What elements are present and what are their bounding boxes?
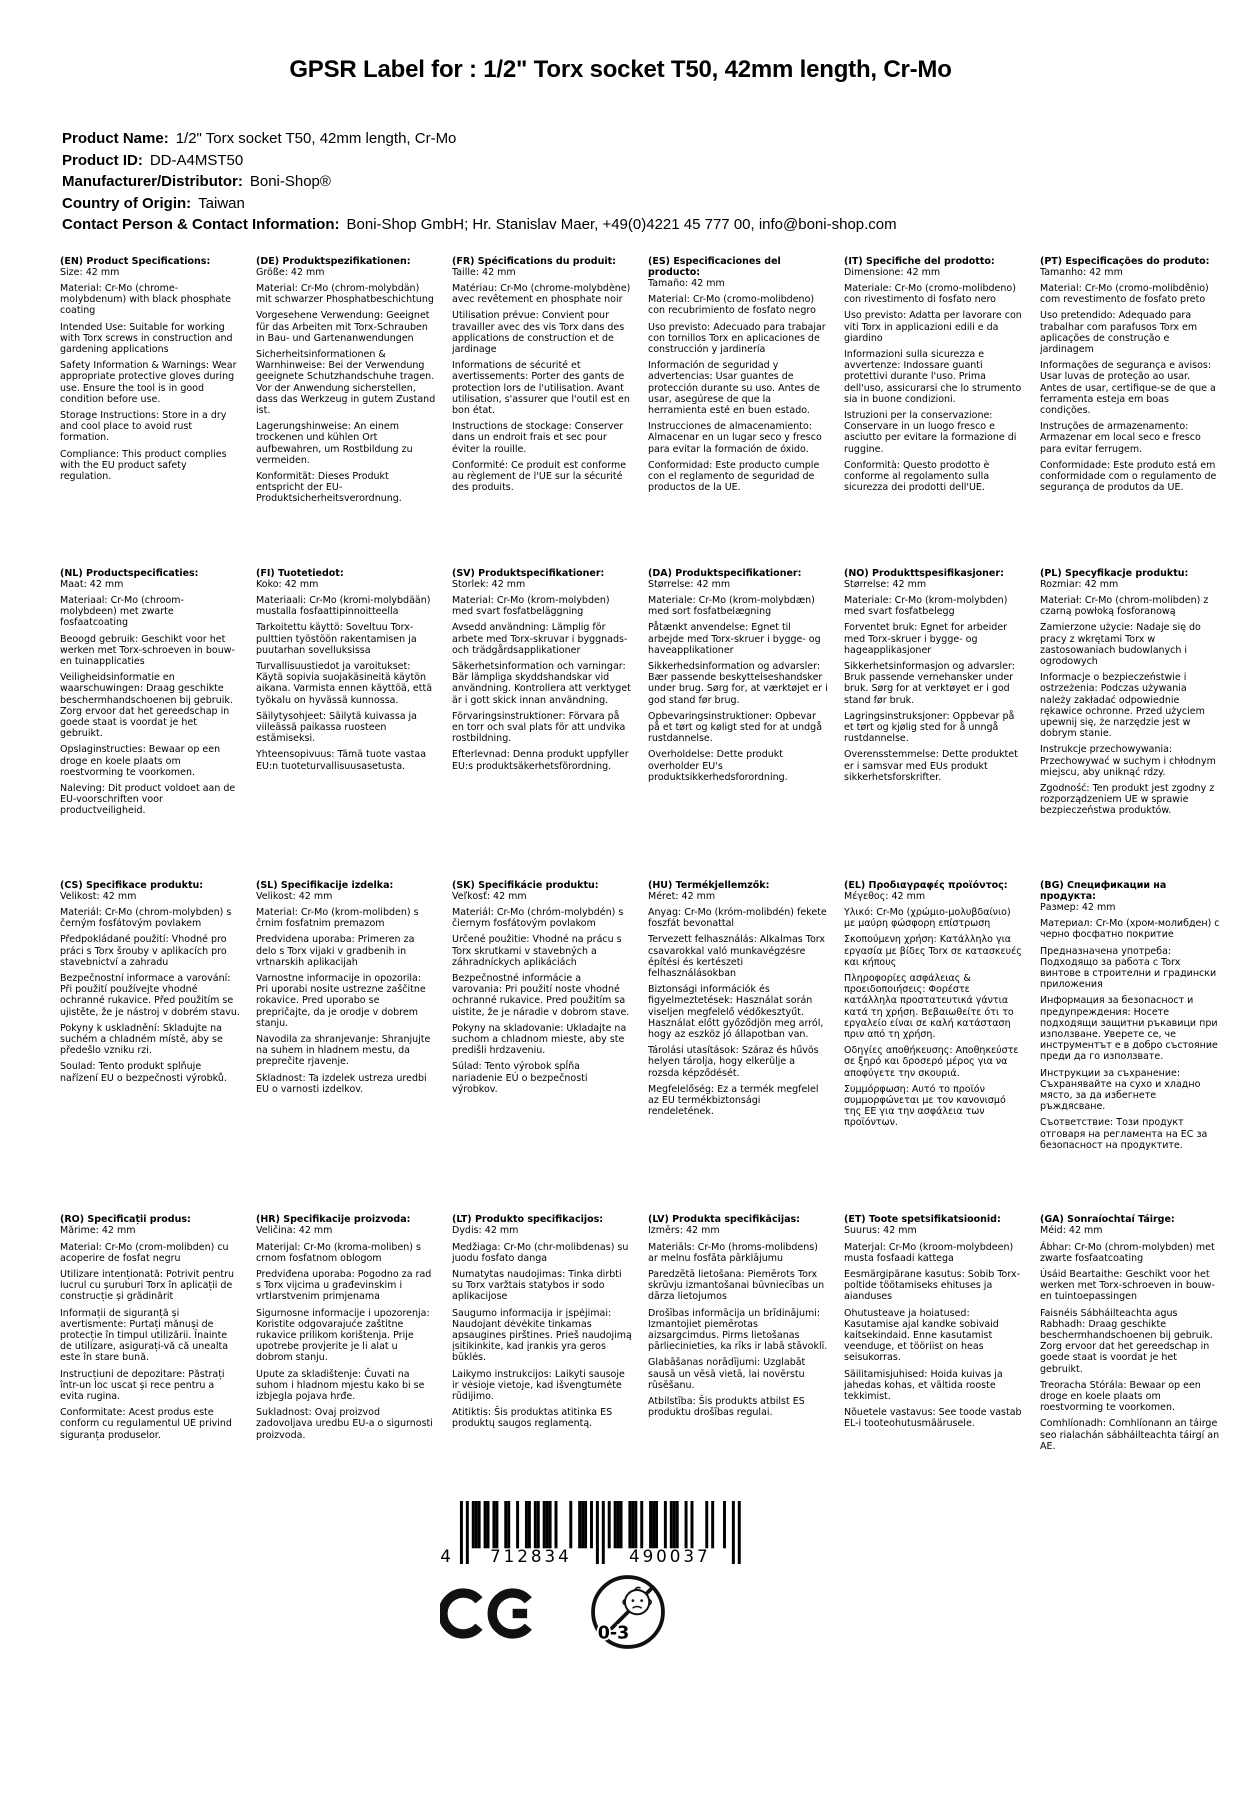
spec-paragraph: Sukladnost: Ovaj proizvod zadovoljava uredbu EU-a o sigurnosti proizvoda. [256, 1407, 433, 1441]
spec-paragraph: Materiāls: Cr-Mo (hroms-molibdens) ar melnu fosfāta pārklājumu [648, 1241, 818, 1264]
language-spec-block-lv [648, 1214, 828, 1457]
spec-paragraph: Eesmärgipärane kasutus: Sobib Torx-poltide töötamiseks ehituses ja aianduses [844, 1268, 1021, 1303]
spec-paragraph: Tervezett felhasználás: Alkalmas Torx csavarokkal való munkavégzésre építési és kertészeti felhasználásokban [648, 934, 826, 980]
spec-paragraph: Informazioni sulla sicurezza e avvertenze: Indossare guanti protettivi durante l'uso. Prima dell'uso, assicurarsi che lo strumento sia in buone condizioni. [844, 348, 1022, 405]
spec-paragraph: Ábhar: Cr-Mo (chrom-molybden) met zwarte fosfaatcoating [1040, 1241, 1215, 1264]
language-spec-heading: (ET) Toote spetsifikatsioonid: [844, 1214, 1001, 1226]
language-spec-block-es [648, 256, 828, 510]
product-info-label: Country of Origin: [62, 194, 192, 212]
language-spec-heading: (EL) Προδιαγραφές προϊόντος: [844, 879, 1008, 891]
spec-paragraph: Materijal: Cr-Mo (kroma-moliben) s crnom fosfatnom oblogom [256, 1241, 421, 1264]
barcode-right-digits: 490037 [628, 1546, 711, 1567]
spec-paragraph: Materiał: Cr-Mo (chrom-molibden) z czarną powłoką fosforanową [1040, 594, 1209, 618]
spec-paragraph: Varnostne informacije in opozorila: Pri uporabi nosite ustrezne zaščitne rokavice. Pred uporabo se prepričajte, da je orodje v dobrem stanju. [256, 973, 426, 1029]
language-spec-heading: (RO) Specificații produs: [60, 1214, 191, 1226]
spec-paragraph: Sikkerhedsinformation og advarsler: Bær passende beskyttelseshandsker under brug. Sørg for, at værktøjet er i god stand før brug. [648, 660, 828, 706]
spec-paragraph: Dimensione: 42 mm [844, 266, 941, 278]
language-spec-block-pl [1040, 568, 1220, 822]
spec-paragraph: Conformidade: Este produto está em conformidade com o regulamento de segurança de produtos da UE. [1040, 459, 1217, 494]
spec-paragraph: Tamaño: 42 mm [648, 277, 725, 289]
product-info-row [62, 171, 1201, 193]
spec-paragraph: Overensstemmelse: Dette produktet er i samsvar med EUs produkt sikkerhetsforskrifter. [844, 749, 1018, 783]
spec-paragraph: Velikost: 42 mm [256, 890, 333, 902]
language-spec-heading: (CS) Specifikace produktu: [60, 879, 204, 891]
spec-paragraph: Treoracha Stórála: Bewaar op een droge en koele plaats om roestvorming te voorkomen. [1040, 1379, 1201, 1414]
language-spec-heading: (IT) Specifiche del prodotto: [844, 255, 995, 267]
language-spec-heading: (DA) Produktspecifikationer: [648, 567, 802, 579]
spec-paragraph: Μέγεθος: 42 mm [844, 890, 926, 902]
spec-paragraph: Materiale: Cr-Mo (krom-molybden) med svart fosfatbelegg [844, 594, 1008, 618]
language-spec-block-bg [1040, 880, 1220, 1156]
language-spec-heading: (HR) Specifikacije proizvoda: [256, 1214, 411, 1226]
spec-paragraph: Overholdelse: Dette produkt overholder EU's produktsikkerhedsforordning. [648, 749, 788, 783]
language-spec-block-da [648, 568, 828, 822]
spec-paragraph: Ohutusteave ja hoiatused: Kasutamise ajal kandke sobivaid kaitsekindaid. Enne kasutamist veenduge, et tööriist on heas seisukorras. [844, 1307, 999, 1364]
spec-paragraph: Avsedd användning: Lämplig för arbete med Torx-skruvar i byggnads- och trädgårdsapplikationer [452, 622, 628, 656]
spec-paragraph: Conformidad: Este producto cumple con el reglamento de seguridad de productos de la UE. [648, 459, 820, 494]
product-info-value: Boni-Shop® [249, 173, 331, 190]
language-spec-heading: (NO) Produkttspesifikasjoner: [844, 567, 1004, 579]
spec-paragraph: Drošības informācija un brīdinājumi: Izmantojiet piemērotas aizsargcimdus. Pirms lietošanas pārliecinieties, ka rīks ir labā stāvoklī. [648, 1307, 828, 1353]
language-spec-heading: (PT) Especificações do produto: [1040, 255, 1210, 267]
spec-paragraph: Comhlíonadh: Comhlíonann an táirge seo rialachán sábháilteachta táirgí an AE. [1040, 1418, 1220, 1452]
spec-paragraph: Información de seguridad y advertencias: Usar guantes de protección durante su uso. Antes de usar, asegúrese de que la herramienta esté en buen estado. [648, 360, 821, 416]
spec-paragraph: Størrelse: 42 mm [648, 578, 731, 590]
spec-paragraph: Skladnost: Ta izdelek ustreza uredbi EU o varnosti izdelkov. [256, 1072, 427, 1095]
spec-paragraph: Instrukcje przechowywania: Przechowywać w suchym i chłodnym miejscu, aby uniknąć rdzy. [1040, 744, 1216, 778]
spec-paragraph: Instructions de stockage: Conserver dans un endroit frais et sec pour éviter la rouille. [452, 421, 624, 455]
spec-paragraph: Storlek: 42 mm [452, 578, 526, 590]
spec-paragraph: Istruzioni per la conservazione: Conservare in un luogo fresco e asciutto per evitare la formazione di ruggine. [844, 409, 1017, 455]
spec-paragraph: Sikkerhetsinformasjon og advarsler: Bruk passende vernehansker under bruk. Sørg for at verktøyet er i god stand før bruk. [844, 660, 1015, 706]
barcode-left-digits: 712834 [490, 1546, 572, 1567]
spec-paragraph: Atbilstība: Šis produkts atbilst ES produktu drošības regulai. [648, 1395, 805, 1419]
spec-paragraph: Méid: 42 mm [1040, 1225, 1103, 1237]
bottom-marks-section [436, 1501, 776, 1650]
spec-paragraph: Materiaal: Cr-Mo (chroom-molybdeen) met zwarte fosfaatcoating [60, 594, 184, 629]
language-spec-heading: (NL) Productspecificaties: [60, 567, 199, 579]
product-info-label: Manufacturer/Distributor: [62, 173, 243, 190]
product-info-value: Boni-Shop GmbH; Hr. Stanislav Maer, +49(0)4221 45 777 00, info@boni-shop.com [346, 216, 897, 233]
spec-paragraph: Informations de sécurité et avertissements: Porter des gants de protection lors de l'utilisation. Avant utilisation, s'assurer que l'outil est en bon état. [452, 360, 630, 416]
spec-paragraph: Veličina: 42 mm [256, 1225, 333, 1237]
spec-paragraph: Materiale: Cr-Mo (cromo-molibdeno) con rivestimento di fosfato nero [844, 282, 1016, 306]
spec-paragraph: Glabāšanas norādījumi: Uzglabāt sausā un vēsā vietā, lai novērstu rūsēšanu. [648, 1357, 806, 1391]
spec-paragraph: Material: Cr-Mo (cromo-molibdênio) com revestimento de fosfato preto [1040, 282, 1209, 306]
product-info-row [62, 128, 1201, 150]
page-title: GPSR Label for : 1/2" Torx socket T50, 42mm length, Cr-Mo [289, 56, 952, 83]
spec-paragraph: Materiál: Cr-Mo (chrom-molybden) s černým fosfátovým povlakem [60, 907, 232, 930]
language-spec-heading: (EN) Product Specifications: [60, 255, 211, 267]
spec-paragraph: Mărime: 42 mm [60, 1225, 136, 1237]
language-spec-heading: (ES) Especificaciones del producto: [648, 255, 781, 278]
spec-paragraph: Συμμόρφωση: Αυτό το προϊόν συμμορφώνεται με τον κανονισμό της ΕΕ για την ασφάλεια των προϊόντων. [844, 1083, 1006, 1129]
ce-mark-icon [440, 1588, 536, 1639]
language-spec-block-sl [256, 880, 436, 1156]
spec-paragraph: Conformità: Questo prodotto è conforme al regolamento sulla sicurezza dei prodotti dell'UE. [844, 459, 990, 494]
product-info-value: 1/2" Torx socket T50, 42mm length, Cr-Mo [175, 130, 457, 147]
spec-paragraph: Compliance: This product complies with the EU product safety regulation. [60, 448, 227, 482]
spec-paragraph: Säilytysohjeet: Säilytä kuivassa ja viileässä paikassa ruosteen estämiseksi. [256, 710, 417, 745]
spec-paragraph: Forventet bruk: Egnet for arbeider med Torx-skruer i bygge- og hageapplikasjoner [844, 622, 1008, 656]
product-info-value: DD-A4MST50 [149, 151, 244, 169]
spec-paragraph: Paredzētā lietošana: Piemērots Torx skrūvju izmantošanai būvniecības un dārza lietojumos [648, 1268, 825, 1303]
spec-paragraph: Materiale: Cr-Mo (krom-molybdæn) med sort fosfatbelægning [648, 594, 815, 618]
spec-paragraph: Opslaginstructies: Bewaar op een droge en koele plaats om roestvorming te voorkomen. [60, 744, 221, 778]
spec-paragraph: Material: Cr-Mo (cromo-molibdeno) con recubrimiento de fosfato negro [648, 294, 816, 317]
language-spec-block-it [844, 256, 1024, 510]
spec-paragraph: Sigurnosne informacije i upozorenja: Koristite odgovarajuće zaštitne rukavice prilikom korištenja. Prije upotrebe provjerite je li alat u dobrom stanju. [256, 1307, 430, 1364]
spec-paragraph: Utilizare intenționată: Potrivit pentru lucrul cu șuruburi Torx în aplicații de construcție și grădinărit [60, 1268, 235, 1303]
spec-paragraph: Материал: Cr-Mo (хром-молибден) с черно фосфатно покритие [1040, 918, 1220, 941]
age-warning-0-3-icon [590, 1574, 666, 1650]
spec-paragraph: Material: Cr-Mo (crom-molibden) cu acoperire de fosfat negru [60, 1241, 229, 1264]
age-warning-label: 0-3 [597, 1623, 630, 1644]
language-spec-block-cs [60, 880, 240, 1156]
spec-paragraph: Informații de siguranță și avertismente: Purtați mănuși de protecție în timpul utilizării. Înainte de utilizare, asigurați-vă că unealta este în stare bună. [60, 1307, 229, 1364]
conformity-marks-row [440, 1574, 776, 1650]
spec-paragraph: Material: Cr-Mo (krom-molibden) s črnim fosfatnim premazom [256, 907, 419, 930]
product-info-row [62, 214, 1201, 236]
spec-paragraph: Vorgesehene Verwendung: Geeignet für das Arbeiten mit Torx-Schrauben in Bau- und Gartenanwendungen [256, 310, 430, 344]
language-spec-heading: (HU) Termékjellemzők: [648, 879, 770, 891]
spec-paragraph: Opbevaringsinstruktioner: Opbevar på et tørt og køligt sted for at undgå rustdannelse. [648, 710, 823, 745]
spec-paragraph: Bezpečnostné informácie a varovania: Pri použití noste vhodné ochranné rukavice. Pred použitím sa uistite, že je náradie v dobrom stave. [452, 973, 630, 1018]
spec-paragraph: Maat: 42 mm [60, 578, 124, 590]
spec-paragraph: Förvaringsinstruktioner: Förvara på en torr och sval plats för att undvika rostbildning. [452, 710, 626, 745]
spec-paragraph: Størrelse: 42 mm [844, 578, 927, 590]
language-spec-block-sk [452, 880, 632, 1156]
spec-paragraph: Tárolási utasítások: Száraz és hűvös helyen tárolja, hogy elkerülje a rozsda képződését. [648, 1045, 819, 1079]
spec-paragraph: Numatytas naudojimas: Tinka dirbti su Torx varžtais statybos ir sodo aplikacijose [452, 1268, 622, 1303]
language-spec-heading: (LT) Produkto specifikacijos: [452, 1214, 604, 1226]
spec-paragraph: Konformität: Dieses Produkt entspricht der EU-Produktsicherheitsverordnung. [256, 470, 402, 505]
spec-paragraph: Zamierzone użycie: Nadaje się do pracy z wkrętami Torx w zastosowaniach budowlanych i ogrodowych [1040, 622, 1201, 667]
spec-paragraph: Upute za skladištenje: Čuvati na suhom i hladnom mjestu kako bi se izbjegla pojava hrđe. [256, 1368, 425, 1402]
spec-paragraph: Säilitamisjuhised: Hoida kuivas ja jahedas kohas, et vältida rooste tekkimist. [844, 1368, 1003, 1402]
spec-paragraph: Súlad: Tento výrobok spĺňa nariadenie EÚ o bezpečnosti výrobkov. [452, 1061, 588, 1095]
language-spec-block-lt [452, 1214, 632, 1457]
spec-paragraph: Anyag: Cr-Mo (króm-molibdén) fekete foszfát bevonattal [648, 907, 827, 930]
spec-paragraph: Material: Cr-Mo (krom-molybden) med svart fosfatbeläggning [452, 594, 610, 618]
spec-paragraph: Medžiaga: Cr-Mo (chr-molibdenas) su juodu fosfato danga [452, 1241, 629, 1264]
spec-paragraph: Materjal: Cr-Mo (kroom-molybdeen) musta fosfaadi kattega [844, 1241, 1014, 1264]
language-spec-block-ga [1040, 1214, 1220, 1457]
spec-paragraph: Pokyny na skladovanie: Ukladajte na suchom a chladnom mieste, aby ste predišli hrdzaveniu. [452, 1022, 627, 1057]
spec-paragraph: Instruções de armazenamento: Armazenar em local seco e fresco para evitar ferrugem. [1040, 421, 1201, 455]
product-info-label: Product ID: [62, 151, 143, 169]
spec-paragraph: Naleving: Dit product voldoet aan de EU-voorschriften voor productveiligheid. [60, 783, 236, 817]
language-spec-heading: (SL) Specifikacije izdelka: [256, 879, 394, 891]
spec-paragraph: Efterlevnad: Denna produkt uppfyller EU:s produktsäkerhetsförordning. [452, 749, 629, 772]
language-spec-block-ro [60, 1214, 240, 1457]
language-spec-block-pt [1040, 256, 1220, 510]
spec-paragraph: Размер: 42 mm [1040, 902, 1116, 914]
spec-paragraph: Υλικό: Cr-Mo (χρώμιο-μολυβδαίνιο) με μαύρη φώσφορη επίστρωση [844, 907, 1011, 930]
language-spec-block-el [844, 880, 1024, 1156]
language-spec-block-hr [256, 1214, 436, 1457]
language-spec-heading: (FI) Tuotetiedot: [256, 567, 344, 579]
language-spec-heading: (SK) Špecifikácie produktu: [452, 879, 599, 891]
language-spec-block-fr [452, 256, 632, 510]
language-spec-heading: (BG) Спецификации на продукта: [1040, 879, 1167, 902]
spec-paragraph: Soulad: Tento produkt splňuje nařízení EU o bezpečnosti výrobků. [60, 1061, 227, 1084]
spec-paragraph: Materiaali: Cr-Mo (kromi-molybdään) mustalla fosfaattipinnoitteella [256, 594, 431, 618]
spec-paragraph: Safety Information & Warnings: Wear appropriate protective gloves during use. Ensure the tool is in good condition before use. [60, 360, 237, 405]
spec-paragraph: Biztonsági információk és figyelmeztetések: Használat során viseljen megfelelő védőkesztyűt. Használat előtt győződjön meg arról, hogy az eszköz jó állapotban van. [648, 984, 824, 1041]
barcode-system-digit: 4 [440, 1546, 451, 1567]
product-info-section [62, 128, 1201, 236]
product-info-value: Taiwan [198, 194, 245, 212]
language-spec-heading: (PL) Specyfikacje produktu: [1040, 567, 1189, 579]
spec-paragraph: Lagerungshinweise: An einem trockenen und kühlen Ort aufbewahren, um Rostbildung zu vermeiden. [256, 421, 413, 466]
spec-paragraph: Veľkosť: 42 mm [452, 890, 527, 902]
spec-paragraph: Yhteensopivuus: Tämä tuote vastaa EU:n tuoteturvallisuusasetusta. [256, 749, 427, 772]
spec-paragraph: Предназначена употреба: Подходящо за работа с Torx винтове в строителни и градински приложения [1040, 945, 1217, 991]
language-spec-heading: (SV) Produktspecifikationer: [452, 567, 605, 579]
language-spec-heading: (DE) Produktspezifikationen: [256, 255, 411, 267]
spec-paragraph: Sicherheitsinformationen & Warnhinweise: Bei der Verwendung geeignete Schutzhandschuhe tragen. Vor der Anwendung sicherstellen, dass das Werkzeug in gutem Zustand ist. [256, 348, 436, 416]
language-spec-block-nl [60, 568, 240, 822]
spec-paragraph: Storage Instructions: Store in a dry and cool place to avoid rust formation. [60, 409, 227, 444]
spec-paragraph: Größe: 42 mm [256, 266, 325, 278]
language-spec-block-fi [256, 568, 436, 822]
spec-paragraph: Faisnéis Sábháilteachta agus Rabhadh: Draag geschikte beschermhandschoenen bij gebruik. Zorg ervoor dat het gereedschap in goede staat is voordat je het gebruikt. [1040, 1307, 1213, 1375]
language-spec-block-de [256, 256, 436, 510]
language-spec-block-sv [452, 568, 632, 822]
spec-paragraph: Atitiktis: Šis produktas atitinka ES produktų saugos reglamentą. [452, 1407, 613, 1430]
spec-paragraph: Saugumo informacija ir įspėjimai: Naudojant dėvėkite tinkamas apsaugines pirštines. Prieš naudojimą įsitikinkite, kad įrankis yra geros būklės. [452, 1307, 632, 1364]
spec-paragraph: Turvallisuustiedot ja varoitukset: Käytä sopivia suojakäsineitä käytön aikana. Varmista ennen käyttöä, että työkalu on hyvässä kunnossa. [256, 660, 433, 706]
language-spec-heading: (FR) Spécifications du produit: [452, 255, 616, 267]
spec-paragraph: Úsáid Beartaithe: Geschikt voor het werken met Torx-schroeven in bouw- en tuintoepassingen [1040, 1268, 1215, 1303]
language-spec-block-no [844, 568, 1024, 822]
language-spec-block-hu [648, 880, 828, 1156]
spec-paragraph: Инструкции за съхранение: Съхранявайте на сухо и хладно място, за да избегнете ръждясване. [1040, 1067, 1201, 1113]
spec-paragraph: Material: Cr-Mo (chrom-molybdän) mit schwarzer Phosphatbeschichtung [256, 282, 434, 306]
spec-paragraph: Tarkoitettu käyttö: Soveltuu Torx-pulttien työstöön rakentamisen ja puutarhan sovelluksissa [256, 622, 417, 656]
spec-paragraph: Laikymo instrukcijos: Laikyti sausoje ir vėsioje vietoje, kad išvengtumėte rūdijimo. [452, 1368, 625, 1402]
spec-paragraph: Koko: 42 mm [256, 578, 319, 590]
product-info-label: Product Name: [62, 130, 169, 147]
spec-paragraph: Materiál: Cr-Mo (chróm-molybdén) s čiernym fosfátovým povlakom [452, 907, 624, 930]
spec-paragraph: Intended Use: Suitable for working with Torx screws in construction and gardening applications [60, 321, 233, 355]
spec-paragraph: Uso pretendido: Adequado para trabalhar com parafusos Torx em aplicações de construção e jardinagem [1040, 310, 1198, 355]
spec-paragraph: Påtænkt anvendelse: Egnet til arbejde med Torx-skruer i bygge- og haveapplikationer [648, 622, 821, 656]
spec-paragraph: Určené použitie: Vhodné na prácu s Torx skrutkami v stavebných a záhradníckych aplikáciách [452, 934, 622, 968]
spec-paragraph: Utilisation prévue: Convient pour travailler avec des vis Torx dans des applications de construction et de jardinage [452, 310, 625, 355]
spec-paragraph: Matériau: Cr-Mo (chrome-molybdène) avec revêtement en phosphate noir [452, 282, 631, 306]
spec-paragraph: Conformitate: Acest produs este conform cu regulamentul UE privind siguranța produselor. [60, 1407, 232, 1441]
language-specs-grid [60, 256, 1241, 1457]
spec-paragraph: Conformité: Ce produit est conforme au règlement de l'UE sur la sécurité des produits. [452, 459, 627, 494]
spec-paragraph: Pokyny k uskladnění: Skladujte na suchém a chladném místě, aby se předešlo vzniku rzi. [60, 1022, 223, 1057]
spec-paragraph: Säkerhetsinformation och varningar: Bär lämpliga skyddshandskar vid användning. Kontrollera att verktyget är i gott skick innan användning. [452, 660, 631, 706]
spec-paragraph: Veiligheidsinformatie en waarschuwingen: Draag geschikte beschermhandschoenen bij gebruik. Zorg ervoor dat het gereedschap in goede staat is voordat je het gebruikt. [60, 672, 233, 740]
language-spec-block-en [60, 256, 240, 510]
language-spec-heading: (LV) Produkta specifikācijas: [648, 1214, 800, 1226]
spec-paragraph: Material: Cr-Mo (chrome-molybdenum) with black phosphate coating [60, 282, 231, 317]
spec-paragraph: Πληροφορίες ασφάλειας & προειδοποιήσεις: Φορέστε κατάλληλα προστατευτικά γάντια κατά τη χρήση. Βεβαιωθείτε ότι το εργαλείο είναι σε καλή κατάσταση πριν από τη χρήση. [844, 973, 1014, 1041]
spec-paragraph: Predvidena uporaba: Primeren za delo s Torx vijaki v gradbenih in vrtnarskih aplikacijah [256, 934, 415, 968]
spec-paragraph: Lagringsinstruksjoner: Oppbevar på et tørt og kjølig sted for å unngå rustdannelse. [844, 710, 1015, 745]
spec-paragraph: Οδηγίες αποθήκευσης: Αποθηκεύστε σε ξηρό και δροσερό μέρος για να αποφύγετε την σκουριά. [844, 1045, 1019, 1079]
spec-paragraph: Dydis: 42 mm [452, 1225, 519, 1237]
spec-paragraph: Съответствие: Този продукт отговаря на регламента на ЕС за безопасност на продуктите. [1040, 1117, 1208, 1151]
language-spec-heading: (GA) Sonraíochtaí Táirge: [1040, 1214, 1175, 1226]
spec-paragraph: Informações de segurança e avisos: Usar luvas de proteção ao usar. Antes de usar, certifique-se de que a ferramenta esteja em boas condições. [1040, 360, 1216, 416]
spec-paragraph: Suurus: 42 mm [844, 1225, 917, 1237]
spec-paragraph: Zgodność: Ten produkt jest zgodny z rozporządzeniem UE w sprawie bezpieczeństwa produktów. [1040, 783, 1215, 817]
spec-paragraph: Bezpečnostní informace a varování: Při použití používejte vhodné ochranné rukavice. Před použitím se ujistěte, že je nástroj v dobrém stavu. [60, 973, 240, 1018]
spec-paragraph: Izmērs: 42 mm [648, 1225, 720, 1237]
spec-paragraph: Instrucciones de almacenamiento: Almacenar en un lugar seco y fresco para evitar la formación de óxido. [648, 421, 822, 455]
product-info-row [62, 150, 1201, 172]
spec-paragraph: Informacje o bezpieczeństwie i ostrzeżenia: Podczas używania należy zakładać odpowiednie rękawice ochronne. Przed użyciem upewnij się, że narzędzie jest w dobrym stanie. [1040, 672, 1205, 740]
product-info-label: Contact Person & Contact Information: [62, 216, 340, 233]
product-info-row [62, 193, 1201, 215]
spec-paragraph: Size: 42 mm [60, 266, 120, 278]
spec-paragraph: Taille: 42 mm [452, 266, 516, 278]
spec-paragraph: Rozmiar: 42 mm [1040, 578, 1119, 590]
spec-paragraph: Předpokládané použití: Vhodné pro práci s Torx šrouby v aplikacích pro stavebnictví a zahradu [60, 934, 227, 968]
spec-paragraph: Méret: 42 mm [648, 890, 716, 902]
spec-paragraph: Velikost: 42 mm [60, 890, 137, 902]
spec-paragraph: Uso previsto: Adatta per lavorare con viti Torx in applicazioni edili e da giardino [844, 310, 1022, 344]
ean13-barcode [436, 1501, 744, 1568]
language-spec-block-et [844, 1214, 1024, 1457]
spec-paragraph: Megfelelőség: Ez a termék megfelel az EU termékbiztonsági rendeletének. [648, 1083, 819, 1118]
spec-paragraph: Beoogd gebruik: Geschikt voor het werken met Torx-schroeven in bouw- en tuinapplicaties [60, 633, 235, 667]
spec-paragraph: Predviđena uporaba: Pogodno za rad s Torx vijcima u građevinskim i vrtlarstvenim primjenama [256, 1268, 432, 1303]
spec-paragraph: Информация за безопасност и предупреждения: Носете подходящи защитни ръкавици при използване. Уверете се, че инструментът е в добро състояние преди да го използвате. [1040, 995, 1218, 1063]
spec-paragraph: Navodila za shranjevanje: Shranjujte na suhem in hladnem mestu, da preprečite rjavenje. [256, 1034, 431, 1068]
spec-paragraph: Uso previsto: Adecuado para trabajar con tornillos Torx en aplicaciones de construcción y jardinería [648, 321, 826, 355]
spec-paragraph: Tamanho: 42 mm [1040, 266, 1123, 278]
spec-paragraph: Instrucțiuni de depozitare: Păstrați într-un loc uscat și rece pentru a evita rugina. [60, 1368, 225, 1402]
spec-paragraph: Σκοπούμενη χρήση: Κατάλληλο για εργασία με βίδες Torx σε κατασκευές και κήπους [844, 934, 1022, 968]
spec-paragraph: Nõuetele vastavus: See toode vastab EL-i tooteohutusmäärusele. [844, 1407, 1022, 1430]
